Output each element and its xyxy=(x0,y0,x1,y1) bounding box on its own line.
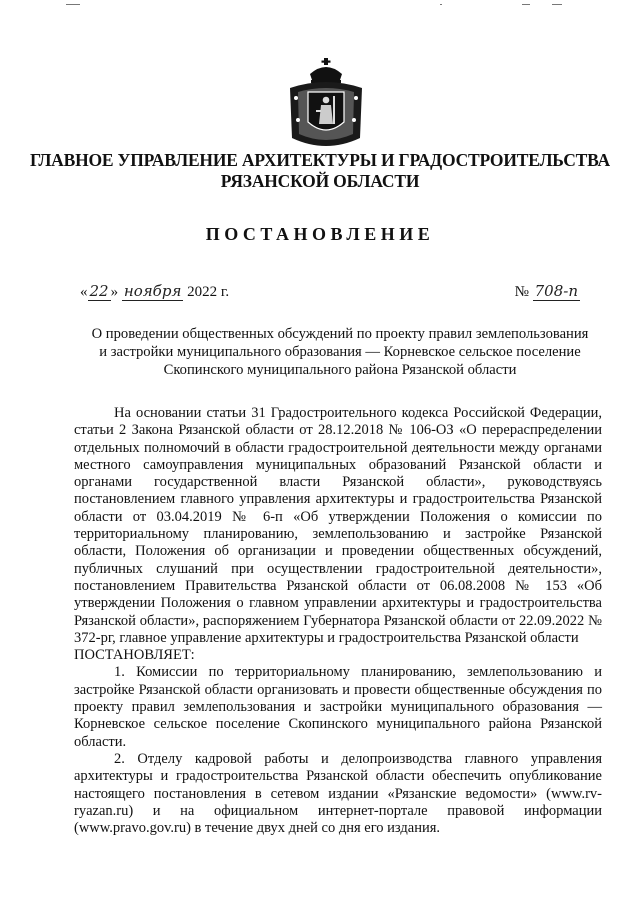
date-open-quote: « xyxy=(80,284,88,300)
document-date xyxy=(80,282,229,301)
decree-heading: ПОСТАНОВЛЯЕТ: xyxy=(74,647,195,664)
date-day: 22 xyxy=(89,282,109,300)
document-number xyxy=(515,282,580,301)
date-number-row xyxy=(80,282,580,306)
document-subject xyxy=(70,325,610,379)
subject-line-3: Скопинского муниципального района Рязанской области xyxy=(163,362,517,378)
number-label: № xyxy=(514,284,529,300)
document-type: ПОСТАНОВЛЕНИЕ xyxy=(205,224,435,244)
scan-top-marks xyxy=(60,0,580,10)
date-close-quote: » xyxy=(110,284,119,300)
organization-line-1: ГЛАВНОЕ УПРАВЛЕНИЕ АРХИТЕКТУРЫ И ГРАДОСТРОИТЕЛЬСТВА xyxy=(30,150,610,170)
date-month: ноября xyxy=(123,282,182,300)
subject-line-2: и застройки муниципального образования — Корневское сельское поселение xyxy=(99,344,581,360)
preamble-paragraph: На основании статьи 31 Градостроительного кодекса Российской Федерации, статьи 2 Закона Рязанской области от 28.12.2018 № 106-ОЗ «О перераспределении отдельных полномочий в области градостроительной деятельности между органами местного самоуправления муниципальных образований Рязанской области и органами государственной власти Рязанской области», руководствуясь постановлением главного управления архитектуры и градостроительства Рязанской области от 03.04.2019 № 6-п «Об утверждении Положения о комиссии по территориальному планированию, землепользованию и застройке Рязанской области, Положения об организации и проведении общественных обсуждений, публичных слушаний при осуществлении градостроительной деятельности», постановлением Правительства Рязанской области от 06.08.2008 № 153 «Об утверждении Положения о главном управлении архитектуры и градостроительства Рязанской области», распоряжением Губернатора Рязанской области от 22.09.2022 № 372-рг, главное управление архитектуры и градостроительства Рязанской области xyxy=(74,405,602,646)
date-year: 2022 г. xyxy=(187,284,230,300)
item-1-paragraph: 1. Комиссии по территориальному планированию, землепользованию и застройке Рязанской области организовать и провести общественные обсуждения по проекту правил землепользования и застройки муниципального образования — Корневское сельское поселение Скопинского муниципального района Рязанской области. xyxy=(74,664,602,750)
document-body xyxy=(74,405,602,837)
organization-line-2: РЯЗАНСКОЙ ОБЛАСТИ xyxy=(220,171,420,191)
subject-line-1: О проведении общественных обсуждений по проекту правил землепользования xyxy=(91,326,589,342)
number-value: 708-п xyxy=(534,282,578,300)
organization-name xyxy=(30,150,610,192)
item-2-paragraph: 2. Отделу кадровой работы и делопроизводства главного управления архитектуры и градостроительства Рязанской области обеспечить опубликование настоящего постановления в сетевом издании «Рязанские ведомости» (www.rv-ryazan.ru) и на официальном интернет-портале правовой информации (www.pravo.gov.ru) в течение двух дней со дня его издания. xyxy=(74,750,602,837)
ryazan-coat-of-arms-icon xyxy=(286,58,366,150)
